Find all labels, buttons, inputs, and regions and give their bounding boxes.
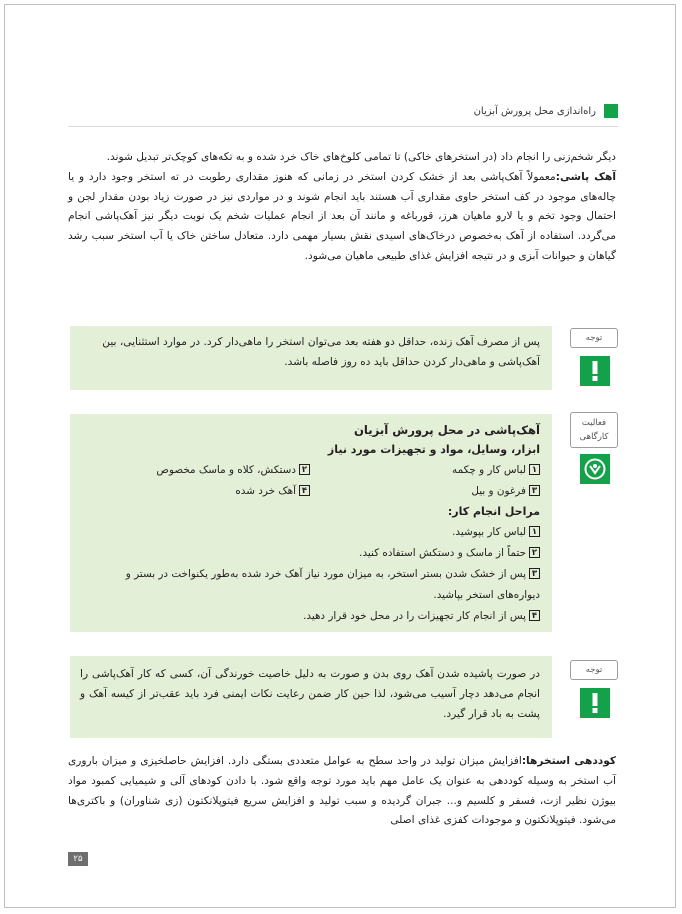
activity-title: آهک‌پاشی در محل پرورش آبزیان xyxy=(354,423,540,437)
tools-row xyxy=(80,460,540,481)
step-item xyxy=(80,564,540,606)
step-number: ۲ xyxy=(529,547,540,558)
tool-number: ۳ xyxy=(529,485,540,496)
step-text: لباس کار بپوشید. xyxy=(452,526,526,538)
handshake-activity-icon xyxy=(580,454,610,484)
step-text: پس از خشک شدن بستر استخر، به میزان مورد نیاز آهک خرد شده به‌طور یکنواخت در بستر و دیواره‌های استخر بپاشید. xyxy=(125,568,540,601)
step-number: ۳ xyxy=(529,568,540,579)
page-number: ۲۵ xyxy=(68,852,88,866)
lime-paragraph xyxy=(68,168,616,267)
tool-number: ۴ xyxy=(299,485,310,496)
step-text: حتماً از ماسک و دستکش استفاده کنید. xyxy=(359,547,526,559)
tool-number: ۱ xyxy=(529,464,540,475)
tool-label: آهک خرد شده xyxy=(235,485,296,497)
tool-item xyxy=(310,481,540,502)
tool-label: فرغون و بیل xyxy=(471,485,526,497)
step-text: پس از انجام کار تجهیزات را در محل خود قرار دهید. xyxy=(303,610,526,622)
warning-icon xyxy=(580,688,610,718)
activity-box xyxy=(70,414,552,632)
tool-item xyxy=(80,460,310,481)
header-title: راه‌اندازی محل پرورش آبزیان xyxy=(473,105,596,117)
note1-box xyxy=(70,326,552,390)
fertilizing-text: افزایش میزان تولید در واحد سطح به عوامل متعددی بستگی دارد. افزایش حاصلخیزی و میزان باروری آب استخر به وسیله کوددهی به عنوان یک عامل مهم باید مورد توجه واقع شود. با دادن کودهای آلی و شیمیایی کمبود مواد بیوژن نظیر ازت، فسفر و کلسیم و... جبران گردیده و سبب تولید و افزایش سریع فیتوپلانکتون (زی شناوران) و باکتری‌ها می‌شود. فیتوپلانکتون و موجودات کفزی غذای اصلی xyxy=(68,755,616,827)
step-number: ۱ xyxy=(529,526,540,537)
tools-row xyxy=(80,481,540,502)
intro-section xyxy=(68,148,616,267)
tool-item xyxy=(80,481,310,502)
lime-heading: آهک‌ پاشی: xyxy=(555,170,616,183)
tool-label: لباس کار و چکمه xyxy=(452,464,526,476)
note2-tag-label: توجه xyxy=(585,665,603,675)
note1-tag-label: توجه xyxy=(585,333,603,343)
fertilizing-section xyxy=(68,752,616,831)
running-header xyxy=(474,104,618,118)
note2-tag xyxy=(570,660,618,680)
intro-continuation: دیگر شخم‌زنی را انجام داد (در استخرهای خاکی) تا تمامی کلوخ‌های خاک خرد شده و به تکه‌های کوچک‌تر تبدیل شوند. xyxy=(106,151,616,163)
tool-label: دستکش، کلاه و ماسک مخصوص xyxy=(156,464,296,476)
header-marker-icon xyxy=(604,104,618,118)
tool-number: ۲ xyxy=(299,464,310,475)
tool-item xyxy=(310,460,540,481)
steps-heading: مراحل انجام کار: xyxy=(447,505,540,518)
note2-box xyxy=(70,656,552,738)
note1-text: پس از مصرف آهک زنده، حداقل دو هفته بعد می‌توان استخر را ماهی‌دار کرد. در موارد استثنایی، بین آهک‌پاشی و ماهی‌دار کردن حداقل باید ده روز فاصله باشد. xyxy=(102,336,540,368)
warning-icon xyxy=(580,356,610,386)
step-item xyxy=(80,543,540,564)
activity-tag-label: فعالیت کارگاهی xyxy=(579,418,609,442)
header-divider xyxy=(68,126,618,127)
tools-heading: ابزار، وسایل، مواد و تجهیزات مورد نیاز xyxy=(327,443,540,456)
note1-tag xyxy=(570,328,618,348)
lime-text: معمولاً آهک‌پاشی بعد از خشک کردن استخر در زمانی که هنوز مقداری رطوبت در ته استخر وجود دارد و یا چاله‌های موجود در کف استخر حاوی مقداری آب هستند باید انجام شوند و در مواردی نیز در صورت زیاد بودن مقدار لجن و احتمال وجود تخم و یا لارو ماهیان هرز، قورباغه و مانند آن بعد از انجام عملیات شخم یک نوبت دیگر نیز آهک‌پاشی انجام می‌گردد. استفاده از آهک به‌خصوص درخاک‌های اسیدی نقش بسیار مهمی دارد. متعادل ساختن خاک یا آب استخر سبب رشد گیاهان و حیوانات آبزی و در نتیجه افزایش غذای طبیعی ماهیان می‌شود. xyxy=(68,170,616,262)
note2-text: در صورت پاشیده شدن آهک روی بدن و صورت به دلیل خاصیت خورندگی آن، کسی که کار آهک‌پاشی را انجام می‌دهد دچار آسیب می‌شود، لذا حین کار ضمن رعایت نکات ایمنی فرد باید عقب‌تر از کیسه آهک و پشت به باد قرار گیرد. xyxy=(80,668,540,720)
step-item xyxy=(80,522,540,543)
step-item xyxy=(80,606,540,627)
fertilizing-heading: کوددهی استخرها: xyxy=(521,755,616,767)
activity-tag xyxy=(570,412,618,448)
step-number: ۴ xyxy=(529,610,540,621)
